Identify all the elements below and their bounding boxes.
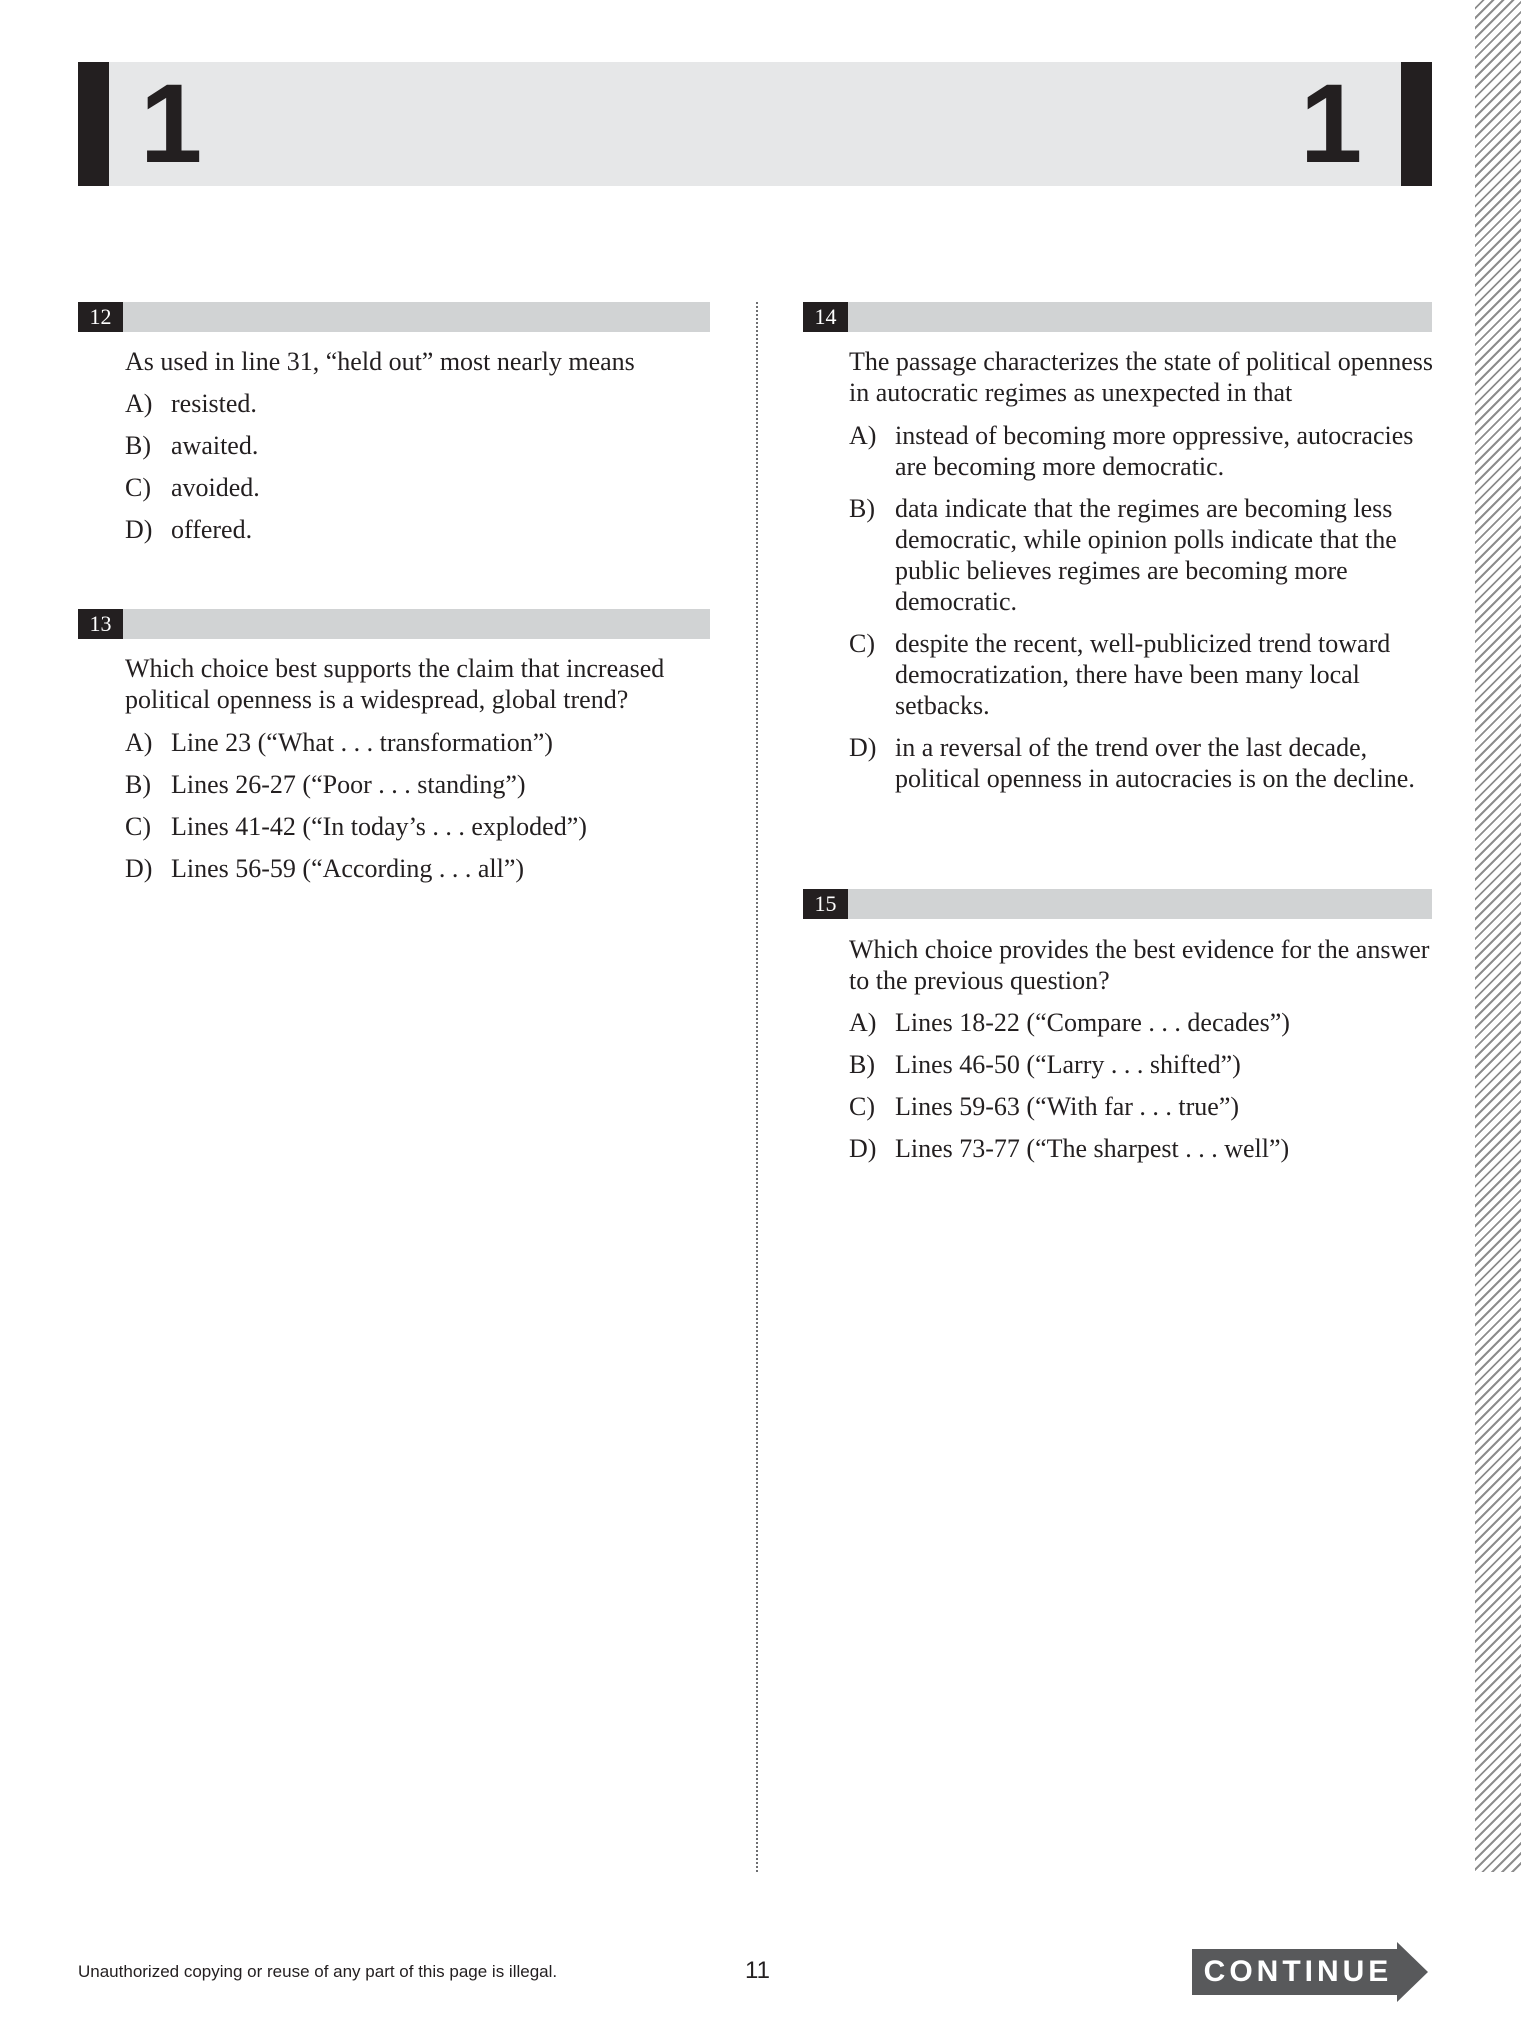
choice-letter: B) xyxy=(125,431,151,460)
choice-letter: D) xyxy=(849,1134,877,1163)
choice-letter: A) xyxy=(849,421,877,450)
choice-letter: C) xyxy=(849,1092,875,1121)
answer-choice[interactable] xyxy=(125,769,715,800)
choice-letter: B) xyxy=(849,494,875,523)
choice-text: avoided. xyxy=(171,473,260,502)
question-14-options xyxy=(849,420,1439,805)
answer-choice[interactable] xyxy=(125,853,715,884)
question-13-stem: Which choice best supports the claim that increased political openness is a widespread, global trend? xyxy=(125,654,665,714)
section-header-bar-left xyxy=(78,62,109,186)
answer-choice[interactable] xyxy=(849,628,1439,721)
question-15-header xyxy=(803,889,1432,919)
choice-text: Line 23 (“What . . . transformation”) xyxy=(171,728,553,757)
answer-choice[interactable] xyxy=(849,1091,1439,1122)
answer-choice[interactable] xyxy=(849,1133,1439,1164)
choice-text: in a reversal of the trend over the last decade, political openness in autocracies is on the decline. xyxy=(895,733,1415,793)
question-12-stem: As used in line 31, “held out” most nearly means xyxy=(125,347,635,376)
column-divider xyxy=(756,302,758,1872)
section-number-right: 1 xyxy=(1300,61,1363,186)
question-number: 14 xyxy=(803,302,848,332)
choice-text: Lines 56-59 (“According . . . all”) xyxy=(171,854,525,883)
question-number: 12 xyxy=(78,302,123,332)
section-number-left: 1 xyxy=(140,61,203,186)
choice-letter: A) xyxy=(125,728,153,757)
answer-choice[interactable] xyxy=(125,811,715,842)
answer-choice[interactable] xyxy=(849,1049,1439,1080)
question-12-header xyxy=(78,302,710,332)
page-number: 11 xyxy=(745,1957,770,1984)
section-header-band xyxy=(78,62,1432,186)
question-13-header xyxy=(78,609,710,639)
choice-letter: C) xyxy=(849,629,875,658)
choice-letter: A) xyxy=(849,1008,877,1037)
choice-letter: A) xyxy=(125,389,153,418)
answer-choice[interactable] xyxy=(849,420,1439,482)
choice-letter: B) xyxy=(125,770,151,799)
answer-choice[interactable] xyxy=(125,514,715,545)
answer-choice[interactable] xyxy=(849,1007,1439,1038)
choice-text: instead of becoming more oppressive, autocracies are becoming more democratic. xyxy=(895,421,1414,481)
question-number: 13 xyxy=(78,609,123,639)
choice-letter: C) xyxy=(125,473,151,502)
answer-choice[interactable] xyxy=(125,472,715,503)
choice-text: Lines 46-50 (“Larry . . . shifted”) xyxy=(895,1050,1241,1079)
copyright-notice: Unauthorized copying or reuse of any part of this page is illegal. xyxy=(78,1962,558,1981)
choice-letter: C) xyxy=(125,812,151,841)
choice-letter: D) xyxy=(125,854,153,883)
question-15-stem: Which choice provides the best evidence for the answer to the previous question? xyxy=(849,935,1430,995)
continue-label: CONTINUE xyxy=(1203,1955,1393,1988)
answer-choice[interactable] xyxy=(849,493,1439,617)
choice-text: Lines 59-63 (“With far . . . true”) xyxy=(895,1092,1240,1121)
choice-text: data indicate that the regimes are becoming less democratic, while opinion polls indicate that the public believes regimes are becoming more democratic. xyxy=(895,494,1397,616)
choice-text: offered. xyxy=(171,515,253,544)
choice-text: despite the recent, well-publicized trend toward democratization, there have been many local setbacks. xyxy=(895,629,1391,720)
choice-text: resisted. xyxy=(171,389,257,418)
choice-text: awaited. xyxy=(171,431,259,460)
answer-choice[interactable] xyxy=(125,727,715,758)
question-number: 15 xyxy=(803,889,848,919)
question-14-stem: The passage characterizes the state of political openness in autocratic regimes as unexpected in that xyxy=(849,347,1434,407)
decorative-hatch-strip xyxy=(1475,0,1521,1872)
choice-text: Lines 18-22 (“Compare . . . decades”) xyxy=(895,1008,1290,1037)
answer-choice[interactable] xyxy=(125,430,715,461)
question-14-header xyxy=(803,302,1432,332)
answer-choice[interactable] xyxy=(849,732,1439,794)
choice-text: Lines 73-77 (“The sharpest . . . well”) xyxy=(895,1134,1290,1163)
answer-choice[interactable] xyxy=(125,388,715,419)
question-13-options xyxy=(125,727,715,895)
choice-letter: D) xyxy=(125,515,153,544)
choice-letter: D) xyxy=(849,733,877,762)
choice-letter: B) xyxy=(849,1050,875,1079)
question-15-options xyxy=(849,1007,1439,1175)
question-12-options xyxy=(125,388,715,556)
section-header-bar-right xyxy=(1401,62,1432,186)
choice-text: Lines 26-27 (“Poor . . . standing”) xyxy=(171,770,526,799)
choice-text: Lines 41-42 (“In today’s . . . exploded”) xyxy=(171,812,587,841)
